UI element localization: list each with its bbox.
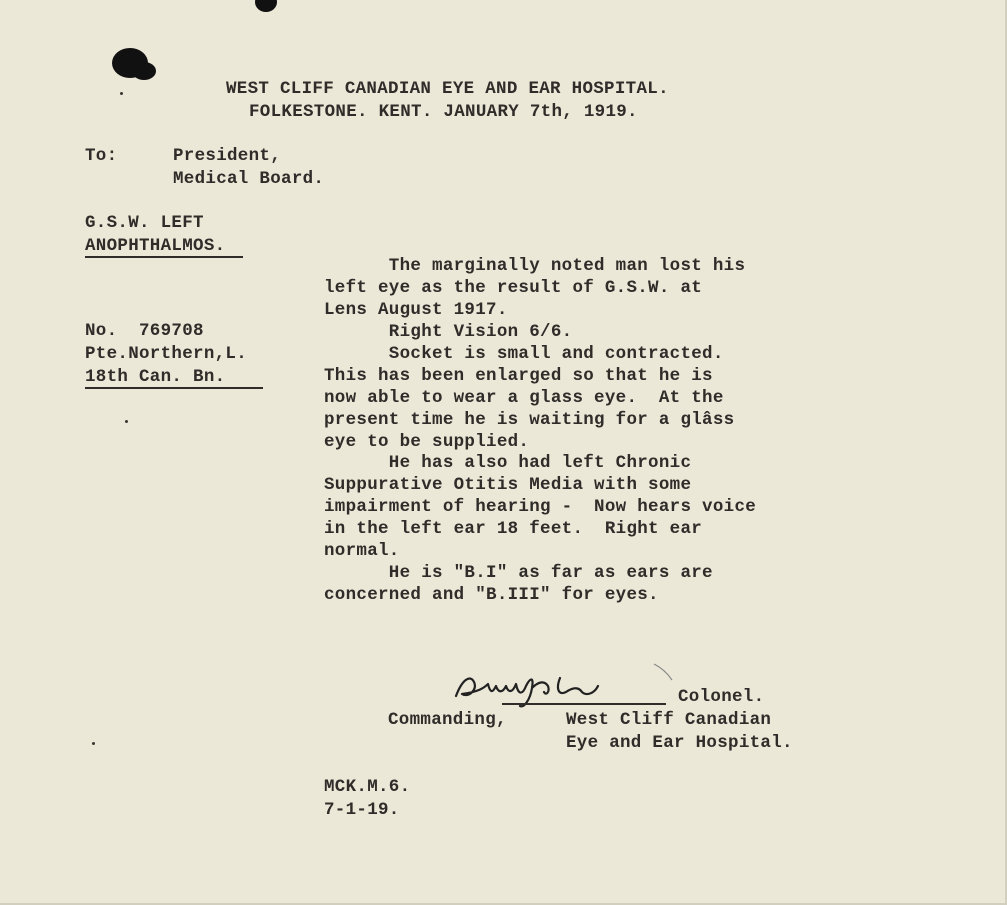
unit-underline: [85, 387, 263, 389]
service-number: No. 769708: [85, 321, 204, 341]
diagnosis-underline: [85, 256, 243, 258]
letterhead-line-2: FOLKESTONE. KENT. JANUARY 7th, 1919.: [249, 102, 638, 122]
body-line: now able to wear a glass eye. At the: [324, 388, 724, 408]
reference-code: MCK.M.6.: [324, 777, 411, 797]
signatory-rank: Colonel.: [678, 687, 765, 707]
ink-blot-left-small: [132, 62, 156, 80]
body-line: Suppurative Otitis Media with some: [324, 475, 692, 495]
body-line: concerned and "B.III" for eyes.: [324, 585, 659, 605]
body-line: Socket is small and contracted.: [324, 344, 724, 364]
letterhead-line-1: WEST CLIFF CANADIAN EYE AND EAR HOSPITAL.: [226, 79, 669, 99]
paper-speck: [92, 742, 95, 745]
reference-date: 7-1-19.: [324, 800, 400, 820]
ink-blot-top: [255, 0, 277, 12]
hospital-name-line-2: Eye and Ear Hospital.: [566, 733, 793, 753]
body-line: eye to be supplied.: [324, 432, 530, 452]
body-line: Right Vision 6/6.: [324, 322, 573, 342]
body-line: The marginally noted man lost his: [324, 256, 746, 276]
addressee-line-1: President,: [173, 146, 282, 166]
body-line: He is "B.I" as far as ears are: [324, 563, 713, 583]
body-line: left eye as the result of G.S.W. at: [324, 278, 703, 298]
soldier-unit: 18th Can. Bn.: [85, 367, 226, 387]
body-line: This has been enlarged so that he is: [324, 366, 713, 386]
paper-speck: [125, 420, 128, 423]
body-line: normal.: [324, 541, 400, 561]
body-line: impairment of hearing - Now hears voice: [324, 497, 757, 517]
body-line: Lens August 1917.: [324, 300, 508, 320]
soldier-name: Pte.Northern,L.: [85, 344, 248, 364]
diagnosis-line-2: ANOPHTHALMOS.: [85, 236, 226, 256]
hospital-name-line-1: West Cliff Canadian: [566, 710, 772, 730]
diagnosis-line-1: G.S.W. LEFT: [85, 213, 204, 233]
body-line: He has also had left Chronic: [324, 453, 692, 473]
handwritten-signature: [448, 658, 678, 714]
body-line: present time he is waiting for a glâss: [324, 410, 735, 430]
addressee-line-2: Medical Board.: [173, 169, 325, 189]
paper-speck: [120, 92, 123, 95]
commanding-label: Commanding,: [388, 710, 507, 730]
to-label: To:: [85, 146, 118, 166]
body-line: in the left ear 18 feet. Right ear: [324, 519, 703, 539]
